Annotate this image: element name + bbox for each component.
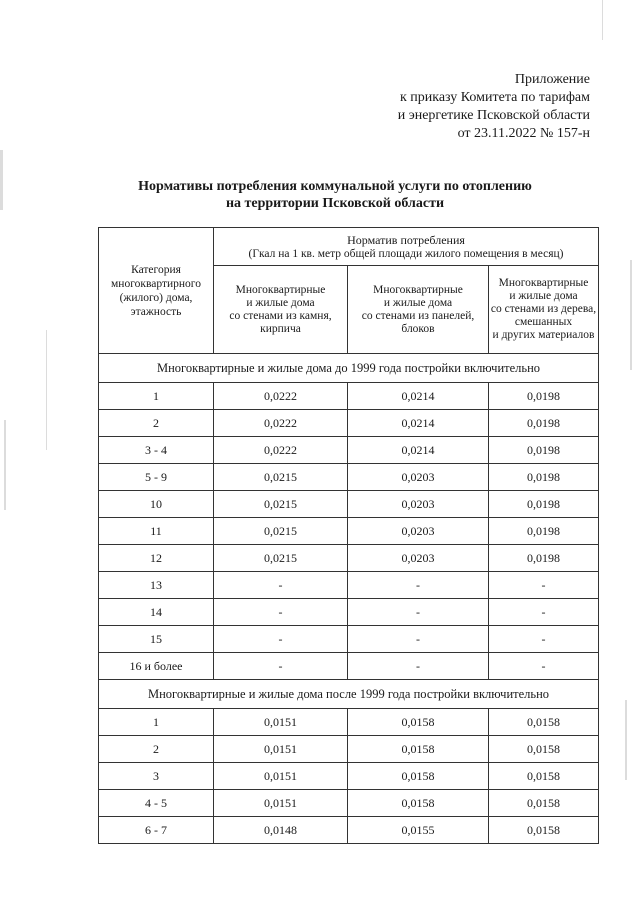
stone-value-cell: 0,0222 xyxy=(214,410,348,437)
stone-value-cell: 0,0215 xyxy=(214,518,348,545)
panel-value-cell: 0,0158 xyxy=(348,709,489,736)
wood-value-cell: 0,0198 xyxy=(489,491,599,518)
wood-value-cell: 0,0158 xyxy=(489,709,599,736)
col-header-wood-l5: и других материалов xyxy=(492,329,595,341)
stone-value-cell: - xyxy=(214,626,348,653)
stone-value-cell: 0,0151 xyxy=(214,763,348,790)
appendix-line-4: от 23.11.2022 № 157-н xyxy=(457,126,590,141)
wood-value-cell: 0,0198 xyxy=(489,464,599,491)
table-row xyxy=(99,790,599,817)
category-header-l1: Категория xyxy=(131,263,181,276)
panel-value-cell: 0,0155 xyxy=(348,817,489,844)
wood-value-cell: 0,0198 xyxy=(489,545,599,572)
floors-cell: 6 - 7 xyxy=(99,817,214,844)
floors-cell: 14 xyxy=(99,599,214,626)
stone-value-cell: 0,0215 xyxy=(214,545,348,572)
col-header-stone-l1: Многоквартирные xyxy=(235,283,326,296)
floors-cell: 15 xyxy=(99,626,214,653)
stone-value-cell: 0,0215 xyxy=(214,464,348,491)
table-row xyxy=(99,410,599,437)
appendix-line-2: к приказу Комитета по тарифам xyxy=(399,90,590,105)
table-row xyxy=(99,383,599,410)
panel-value-cell: 0,0203 xyxy=(348,491,489,518)
norm-header-l1: Норматив потребления xyxy=(347,232,465,247)
panel-value-cell: - xyxy=(348,572,489,599)
title-line-2: на территории Псковской области xyxy=(225,196,445,211)
wood-value-cell: 0,0198 xyxy=(489,410,599,437)
panel-value-cell: 0,0158 xyxy=(348,736,489,763)
norm-header-cell xyxy=(214,228,599,266)
col-header-stone-l2: и жилые дома xyxy=(246,296,315,309)
table-row xyxy=(99,572,599,599)
stone-value-cell: 0,0148 xyxy=(214,817,348,844)
floors-cell: 3 - 4 xyxy=(99,437,214,464)
stone-value-cell: 0,0215 xyxy=(214,491,348,518)
floors-cell: 1 xyxy=(99,709,214,736)
floors-cell: 2 xyxy=(99,736,214,763)
floors-cell: 11 xyxy=(99,518,214,545)
table-row xyxy=(99,736,599,763)
stone-value-cell: 0,0151 xyxy=(214,736,348,763)
stone-value-cell: 0,0222 xyxy=(214,437,348,464)
panel-value-cell: 0,0203 xyxy=(348,518,489,545)
table-row xyxy=(99,464,599,491)
floors-cell: 4 - 5 xyxy=(99,790,214,817)
col-header-panel-l2: и жилые дома xyxy=(383,296,453,309)
table-row xyxy=(99,545,599,572)
col-header-stone xyxy=(214,266,348,354)
col-header-wood-l2: и жилые дома xyxy=(509,290,578,302)
wood-value-cell: - xyxy=(489,572,599,599)
floors-cell: 5 - 9 xyxy=(99,464,214,491)
panel-value-cell: 0,0203 xyxy=(348,545,489,572)
appendix-line-3: и энергетике Псковской области xyxy=(397,108,590,123)
document-title xyxy=(100,178,570,212)
panel-value-cell: - xyxy=(348,626,489,653)
table-row xyxy=(99,518,599,545)
section-row-2 xyxy=(99,680,599,709)
col-header-wood-l4: смешанных xyxy=(514,316,573,328)
panel-value-cell: - xyxy=(348,653,489,680)
wood-value-cell: 0,0158 xyxy=(489,790,599,817)
table-row xyxy=(99,653,599,680)
panel-value-cell: 0,0214 xyxy=(348,410,489,437)
category-header-l2: многоквартирного xyxy=(111,277,201,290)
section-row-1 xyxy=(99,354,599,383)
panel-value-cell: 0,0158 xyxy=(348,763,489,790)
floors-cell: 10 xyxy=(99,491,214,518)
table-row xyxy=(99,817,599,844)
panel-value-cell: 0,0214 xyxy=(348,383,489,410)
norms-table xyxy=(98,227,599,844)
category-header-l4: этажность xyxy=(130,305,182,318)
floors-cell: 2 xyxy=(99,410,214,437)
category-header-l3: (жилого) дома, xyxy=(119,291,193,304)
stone-value-cell: - xyxy=(214,572,348,599)
appendix-header xyxy=(360,71,590,143)
table-row xyxy=(99,709,599,736)
wood-value-cell: - xyxy=(489,599,599,626)
wood-value-cell: 0,0198 xyxy=(489,518,599,545)
floors-cell: 13 xyxy=(99,572,214,599)
table-row xyxy=(99,626,599,653)
table-row xyxy=(99,763,599,790)
section-title: Многоквартирные и жилые дома после 1999 года постройки включительно xyxy=(99,680,599,709)
col-header-panel xyxy=(348,266,489,354)
title-line-1: Нормативы потребления коммунальной услуги по отоплению xyxy=(138,179,532,194)
col-header-panel-l4: блоков xyxy=(401,322,435,335)
wood-value-cell: 0,0158 xyxy=(489,763,599,790)
floors-cell: 3 xyxy=(99,763,214,790)
stone-value-cell: - xyxy=(214,599,348,626)
floors-cell: 12 xyxy=(99,545,214,572)
panel-value-cell: 0,0214 xyxy=(348,437,489,464)
floors-cell: 16 и более xyxy=(99,653,214,680)
table-row xyxy=(99,491,599,518)
wood-value-cell: 0,0198 xyxy=(489,437,599,464)
wood-value-cell: - xyxy=(489,626,599,653)
table-row xyxy=(99,437,599,464)
panel-value-cell: 0,0203 xyxy=(348,464,489,491)
norm-header-l2: (Гкал на 1 кв. метр общей площади жилого помещения в месяц) xyxy=(248,247,564,260)
wood-value-cell: 0,0158 xyxy=(489,736,599,763)
stone-value-cell: 0,0222 xyxy=(214,383,348,410)
table-row xyxy=(99,599,599,626)
col-header-stone-l4: кирпича xyxy=(260,322,301,335)
stone-value-cell: 0,0151 xyxy=(214,790,348,817)
wood-value-cell: 0,0158 xyxy=(489,817,599,844)
section-title: Многоквартирные и жилые дома до 1999 года постройки включительно xyxy=(99,354,599,383)
wood-value-cell: - xyxy=(489,653,599,680)
panel-value-cell: - xyxy=(348,599,489,626)
floors-cell: 1 xyxy=(99,383,214,410)
col-header-stone-l3: со стенами из камня, xyxy=(229,309,332,322)
stone-value-cell: - xyxy=(214,653,348,680)
appendix-line-1: Приложение xyxy=(514,72,590,87)
panel-value-cell: 0,0158 xyxy=(348,790,489,817)
col-header-wood-l1: Многоквартирные xyxy=(498,277,589,289)
col-header-wood-l3: со стенами из дерева, xyxy=(490,303,597,315)
wood-value-cell: 0,0198 xyxy=(489,383,599,410)
category-header-cell xyxy=(99,228,214,354)
col-header-panel-l1: Многоквартирные xyxy=(373,283,463,296)
col-header-wood xyxy=(489,266,599,354)
stone-value-cell: 0,0151 xyxy=(214,709,348,736)
col-header-panel-l3: со стенами из панелей, xyxy=(361,309,475,322)
